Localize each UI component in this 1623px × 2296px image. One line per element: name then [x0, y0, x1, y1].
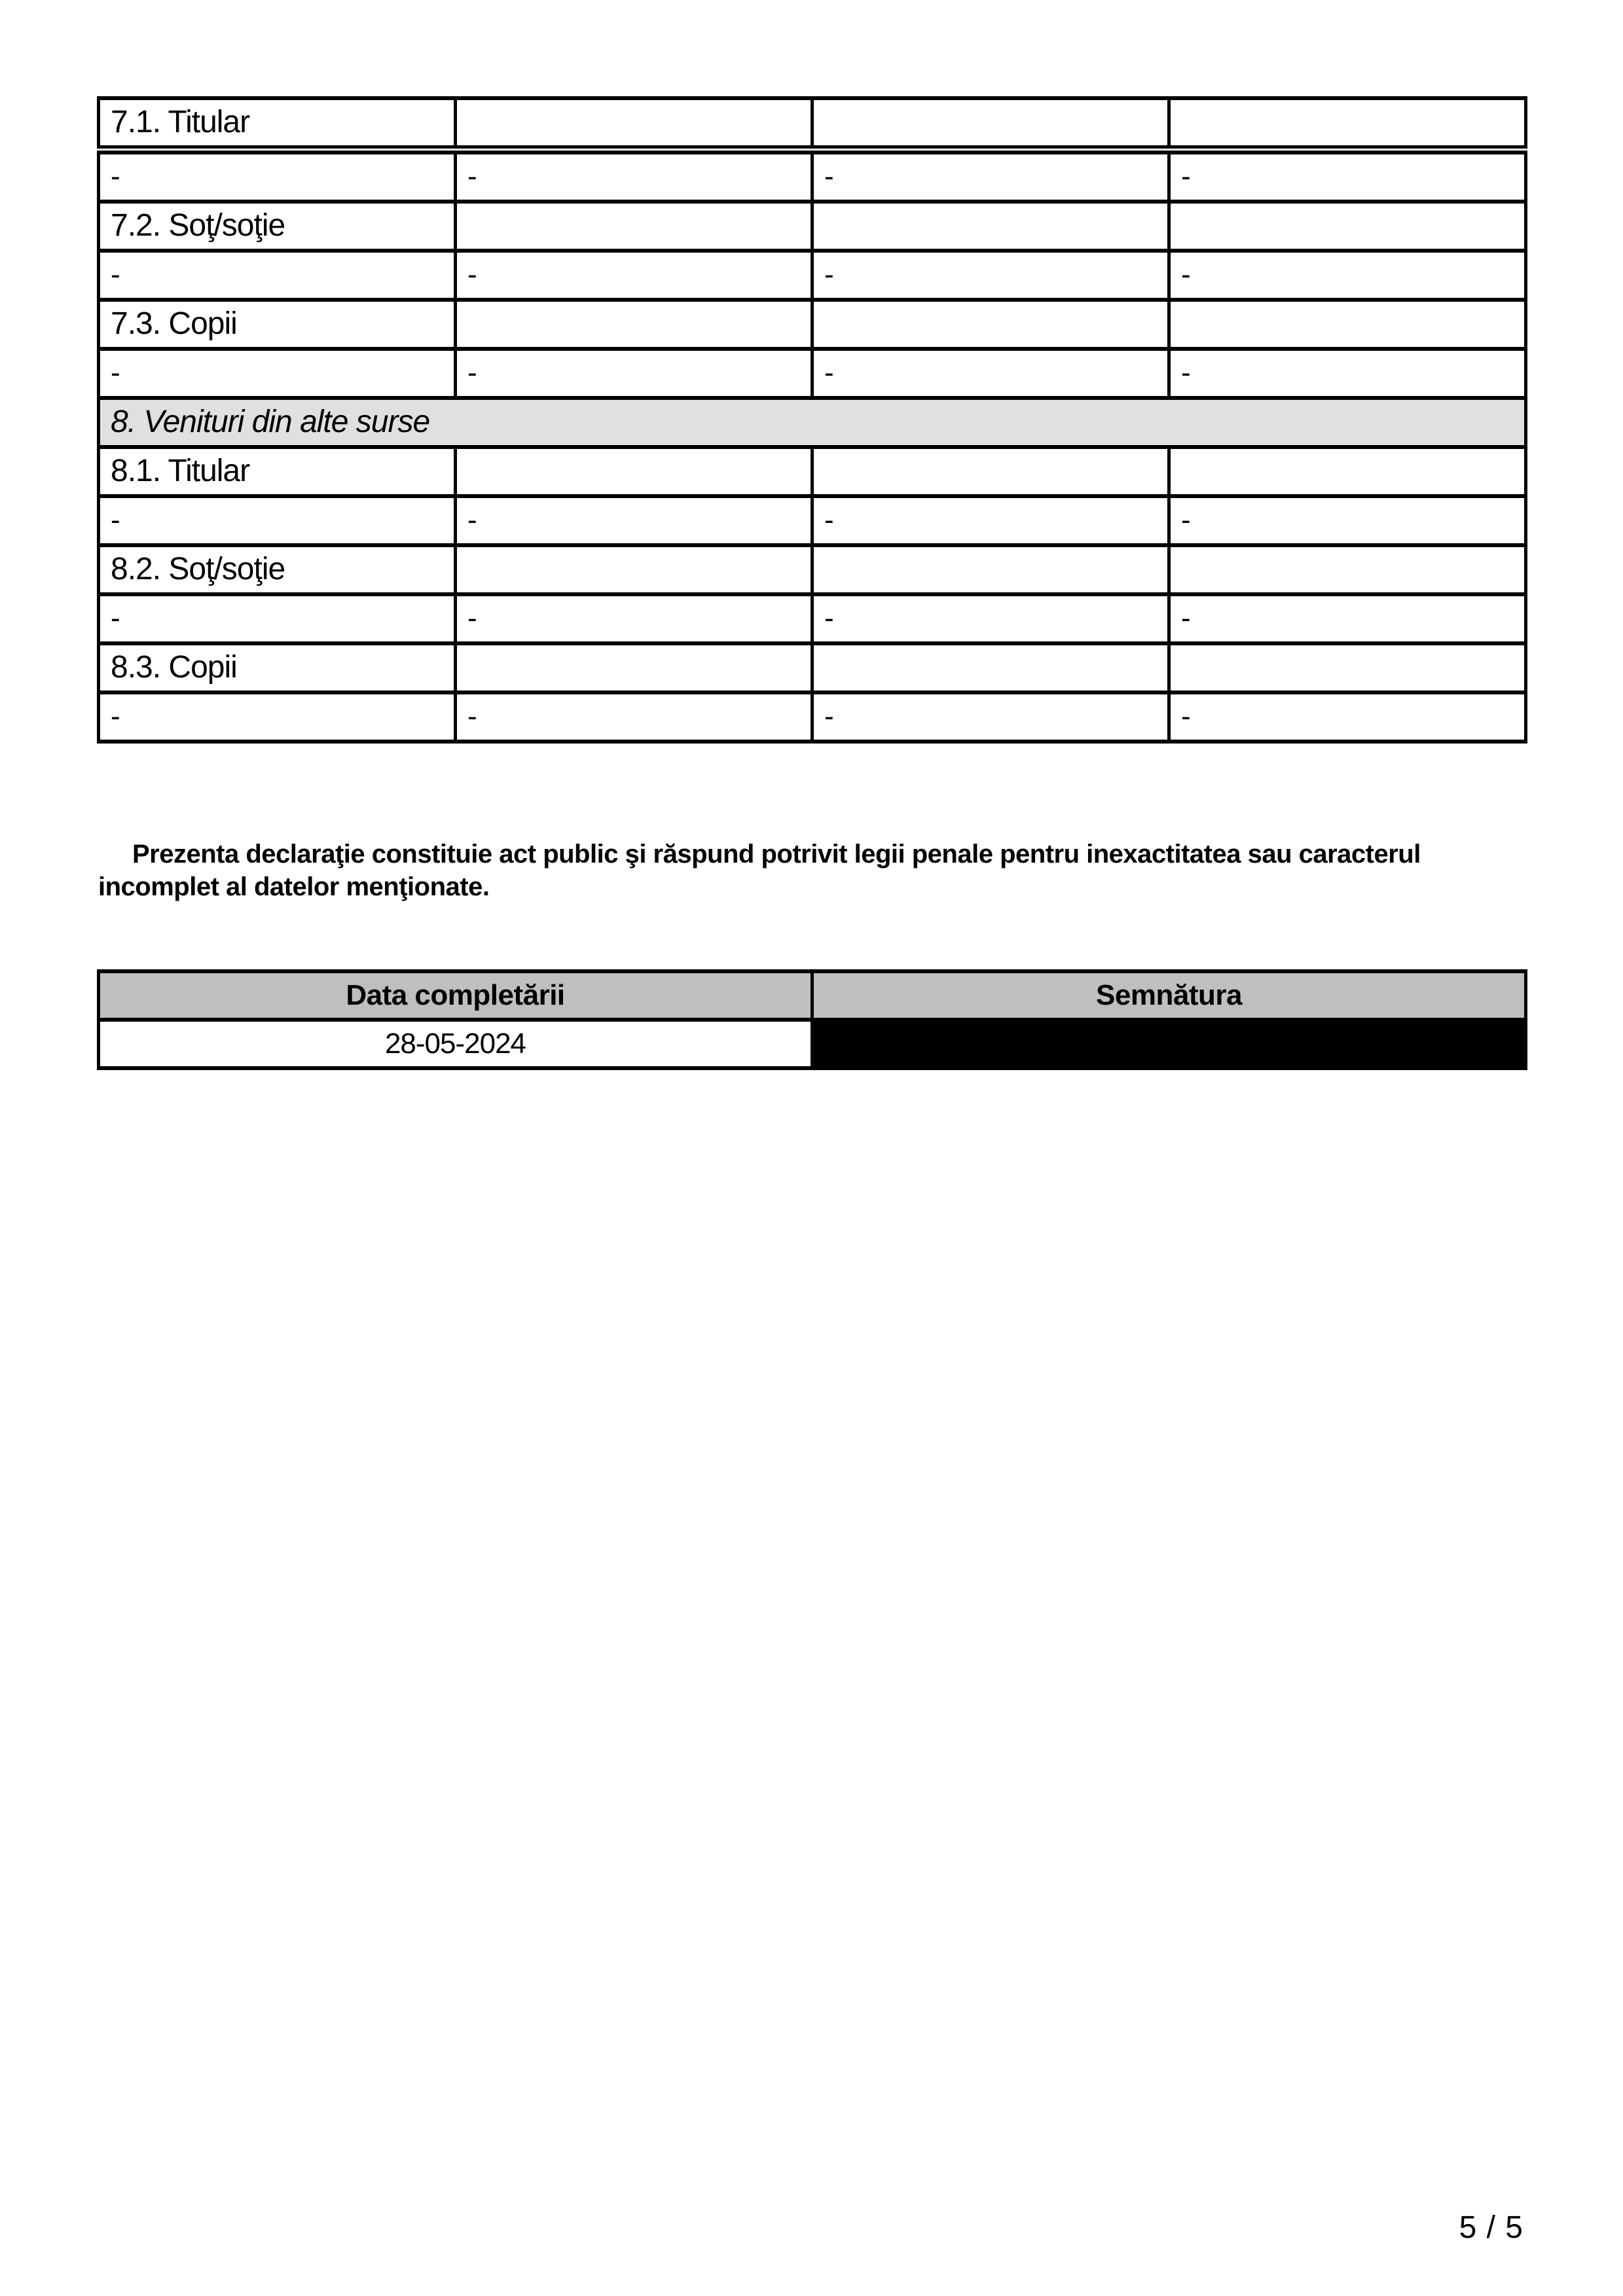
empty-cell: [812, 447, 1169, 496]
row-label-cell: 7.1. Titular: [99, 98, 456, 147]
page-number: 5 / 5: [1459, 2210, 1523, 2245]
value-cell: -: [456, 594, 812, 643]
table-row: [99, 447, 1526, 496]
value-cell: -: [99, 496, 456, 545]
table-row: [99, 545, 1526, 594]
value-cell: -: [812, 692, 1169, 742]
row-label-cell: 7.3. Copii: [99, 300, 456, 349]
row-label-cell: 8.1. Titular: [99, 447, 456, 496]
income-table-continued: [97, 96, 1527, 149]
empty-cell: [1169, 300, 1526, 349]
income-table: [97, 151, 1527, 744]
section-header-cell: 8. Venituri din alte surse: [99, 398, 1526, 447]
value-cell: -: [456, 152, 812, 202]
value-cell: -: [1169, 152, 1526, 202]
value-cell: -: [812, 594, 1169, 643]
empty-cell: [456, 98, 812, 147]
signature-redaction: [812, 1020, 1526, 1068]
empty-cell: [1169, 545, 1526, 594]
date-header-cell: Data completării: [99, 971, 812, 1020]
empty-cell: [1169, 98, 1526, 147]
value-cell: -: [99, 594, 456, 643]
empty-cell: [812, 202, 1169, 251]
value-cell: -: [99, 152, 456, 202]
value-cell: -: [456, 349, 812, 398]
table-row: [99, 349, 1526, 398]
table-row: [99, 202, 1526, 251]
signature-header-row: [99, 971, 1526, 1020]
row-label-cell: 7.2. Soţ/soţie: [99, 202, 456, 251]
declaration-paragraph: Prezenta declaraţie constituie act public şi răspund potrivit legii penale pentru inexactitatea sau caracterul incomplet al datelor menţionate.: [98, 840, 1421, 901]
row-label-cell: 8.2. Soţ/soţie: [99, 545, 456, 594]
empty-cell: [456, 447, 812, 496]
value-cell: -: [1169, 349, 1526, 398]
signature-header-cell: Semnătura: [812, 971, 1526, 1020]
value-cell: -: [1169, 251, 1526, 300]
value-cell: -: [812, 349, 1169, 398]
table-row: [99, 98, 1526, 147]
value-cell: -: [456, 251, 812, 300]
table-row: [99, 152, 1526, 202]
value-cell: -: [99, 349, 456, 398]
empty-cell: [812, 300, 1169, 349]
empty-cell: [1169, 202, 1526, 251]
empty-cell: [812, 545, 1169, 594]
section-header-row: [99, 398, 1526, 447]
empty-cell: [456, 202, 812, 251]
value-cell: -: [99, 692, 456, 742]
value-cell: -: [1169, 594, 1526, 643]
empty-cell: [1169, 643, 1526, 692]
empty-cell: [812, 98, 1169, 147]
date-value-cell: 28-05-2024: [99, 1020, 812, 1068]
table-row: [99, 692, 1526, 742]
signature-value-row: [99, 1020, 1526, 1068]
empty-cell: [456, 545, 812, 594]
table-row: [99, 300, 1526, 349]
table-row: [99, 643, 1526, 692]
value-cell: -: [812, 152, 1169, 202]
value-cell: -: [456, 692, 812, 742]
row-label-cell: 8.3. Copii: [99, 643, 456, 692]
value-cell: -: [99, 251, 456, 300]
empty-cell: [1169, 447, 1526, 496]
table-row: [99, 496, 1526, 545]
value-cell: -: [812, 496, 1169, 545]
value-cell: -: [456, 496, 812, 545]
signature-table: [97, 969, 1527, 1070]
empty-cell: [456, 643, 812, 692]
table-row: [99, 251, 1526, 300]
empty-cell: [456, 300, 812, 349]
value-cell: -: [1169, 496, 1526, 545]
empty-cell: [812, 643, 1169, 692]
value-cell: -: [812, 251, 1169, 300]
table-row: [99, 594, 1526, 643]
value-cell: -: [1169, 692, 1526, 742]
